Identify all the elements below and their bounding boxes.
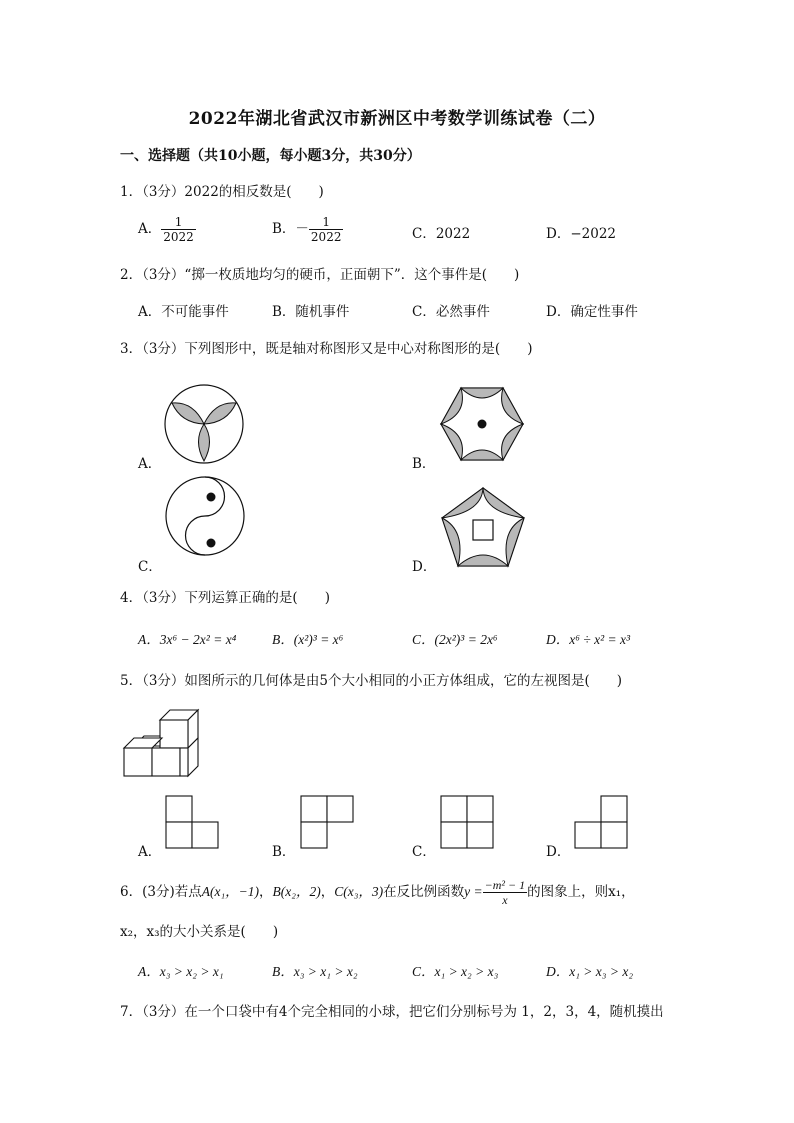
q6-option-a[interactable]: A．x₃ > x₂ > x₁ (138, 964, 224, 979)
q5-option-d[interactable]: D． (546, 844, 571, 860)
q6-option-d[interactable]: D．x₁ > x₃ > x₂ (546, 964, 634, 979)
q3-figure-c (164, 475, 246, 557)
q2-option-d[interactable]: D．确定性事件 (546, 304, 638, 320)
q3-stem: 3．（3分）下列图形中，既是轴对称图形又是中心对称图形的是( ) (120, 341, 533, 357)
q6-stem-line2: x₂，x₃的大小关系是( ) (120, 924, 279, 940)
q1-a-denominator: 2022 (163, 230, 194, 244)
q1-a-numerator: 1 (161, 215, 196, 230)
q3-figure-a (163, 383, 245, 465)
q3-option-c[interactable]: C． (138, 559, 162, 575)
q2-option-b[interactable]: B．随机事件 (272, 304, 350, 320)
q5-view-a (165, 795, 221, 849)
q5-view-c (440, 795, 496, 849)
q3-figure-d (440, 486, 526, 570)
q5-view-b (300, 795, 356, 849)
q1-option-c[interactable]: C．2022 (412, 226, 471, 242)
q4-stem: 4．（3分）下列运算正确的是( ) (120, 590, 330, 606)
q6-option-c[interactable]: C．x₁ > x₂ > x₃ (412, 964, 499, 979)
q1-stem: 1．（3分）2022的相反数是( ) (120, 184, 324, 200)
page-title: 2022年湖北省武汉市新洲区中考数学训练试卷（二） (188, 109, 606, 129)
q2-option-c[interactable]: C．必然事件 (412, 304, 490, 320)
q1-b-numerator: 1 (309, 215, 344, 230)
q1-option-b[interactable] (272, 215, 343, 244)
q7-stem: 7．（3分）在一个口袋中有4个完全相同的小球，把它们分别标号为 1，2，3，4，随机摸出 (120, 1004, 664, 1020)
q5-option-a[interactable]: A． (138, 844, 162, 860)
q6-stem-prefix: 6．(3分)若点 (120, 884, 202, 900)
q1-option-a-label: A． (138, 221, 162, 237)
q6-stem-mid: 在反比例函数 (383, 884, 465, 900)
q6-stem-line1: 6．(3分)若点A(x₁，−1)，B(x₂，2)，C(x₃，3)在反比例函数y = $\frac{\text{−m² − 1}}{x}$ 的图象上，则x₁， (120, 878, 635, 907)
q3-option-a[interactable]: A． (138, 456, 162, 472)
q4-option-a[interactable]: A．3x⁶ − 2x² = x⁴ (138, 632, 237, 647)
q2-stem: 2．（3分）“掷一枚质地均匀的硬币，正面朝下”．这个事件是( ) (120, 267, 520, 283)
q6-point-b: B(x₂，2) (272, 884, 321, 899)
q1-option-d[interactable]: D．−2022 (546, 226, 616, 242)
q6-function-fraction (483, 878, 527, 907)
q1-option-a[interactable] (138, 215, 196, 244)
q4-option-b[interactable]: B．(x²)³ = x⁶ (272, 632, 344, 647)
q5-solid-figure (122, 706, 204, 778)
q1-option-a-fraction (161, 215, 196, 244)
q4-option-d[interactable]: D．x⁶ ÷ x² = x³ (546, 632, 631, 647)
q6-denominator: x (502, 893, 508, 907)
q6-stem-tail: 的图象上，则x₁， (527, 884, 635, 900)
q6-option-b[interactable]: B．x₃ > x₁ > x₂ (272, 964, 358, 979)
q6-function-y: y = (464, 884, 483, 899)
q1-option-b-label: B．－ (272, 221, 309, 237)
q6-point-a: A(x₁，−1) (201, 884, 260, 899)
q5-stem: 5．（3分）如图所示的几何体是由5个大小相同的小正方体组成，它的左视图是( ) (120, 673, 623, 689)
q1-option-b-fraction (309, 215, 344, 244)
q3-option-d[interactable]: D． (412, 559, 437, 575)
q5-view-d (574, 795, 630, 849)
q3-option-b[interactable]: B． (412, 456, 436, 472)
q5-option-b[interactable]: B． (272, 844, 296, 860)
q6-point-c: C(x₃，3) (334, 884, 384, 899)
q3-figure-b (440, 386, 524, 462)
q4-option-c[interactable]: C．(2x²)³ = 2x⁶ (412, 632, 498, 647)
q6-numerator: −m² − 1 (484, 878, 526, 892)
section-heading: 一、选择题（共10小题，每小题3分，共30分） (120, 148, 421, 164)
q1-b-denominator: 2022 (310, 230, 342, 244)
q2-option-a[interactable]: A．不可能事件 (138, 304, 229, 320)
q5-option-c[interactable]: C． (412, 844, 436, 860)
